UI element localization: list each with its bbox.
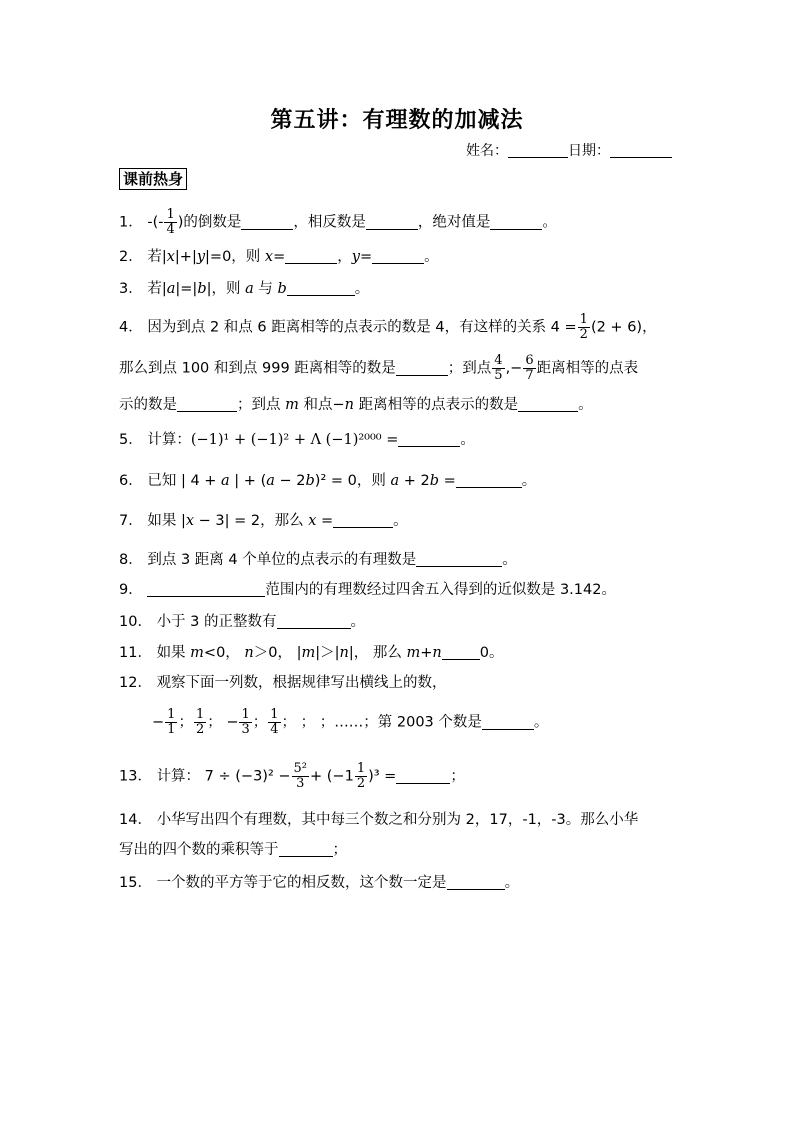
frac-num: 1: [195, 707, 205, 722]
q10-text: 小于 3 的正整数有: [156, 614, 277, 630]
frac-den: 3: [296, 776, 305, 791]
question-12-line-1: [119, 673, 447, 693]
page-title: 第五讲：有理数的加减法: [270, 108, 524, 133]
q11-text: <0，: [203, 645, 245, 661]
q7-text: − 3| = 2，那么: [194, 513, 309, 529]
var-y: y: [351, 249, 360, 265]
q12-text: ； −: [207, 714, 239, 731]
q4-text: 因为到点 2 和点 6 距离相等的点表示的数是 4，有这样的关系 4 =: [147, 319, 577, 336]
q4-fraction: [578, 313, 590, 342]
frac-den: 7: [525, 368, 534, 383]
q9-text: 范围内的有理数经过四舍五入得到的近似数是 3.142。: [265, 582, 616, 598]
frac-num: 1: [167, 707, 176, 722]
q1-text-a: -(-: [147, 214, 164, 231]
var-m: m: [301, 645, 316, 661]
q13-text: 计算： 7 ÷ (−3)² −: [156, 768, 291, 785]
question-3: [119, 279, 369, 299]
var-b: b: [197, 281, 207, 297]
question-number: 6．: [119, 473, 143, 489]
question-number: 15．: [119, 875, 152, 891]
question-13: [119, 762, 465, 791]
question-11: [119, 643, 503, 663]
q3-text-a: 若|: [147, 281, 167, 297]
q2-text-e: ，: [337, 249, 352, 265]
q13-fraction: [355, 762, 367, 791]
seq-fraction: [268, 708, 280, 737]
question-4-line-1: [119, 313, 657, 342]
q7-text: 如果 |: [147, 513, 186, 529]
question-number: 9．: [119, 582, 143, 598]
var-y: y: [196, 249, 206, 265]
q6-text: | + (: [229, 473, 267, 489]
answer-blank[interactable]: [333, 513, 393, 528]
q4-text: 示的数是: [119, 397, 177, 413]
q12-text: 观察下面一列数，根据规律写出横线上的数，: [156, 675, 447, 691]
q14-text: 小华写出四个有理数，其中每三个数之和分别为 2，17，-1，-3。那么小华: [156, 812, 639, 828]
answer-blank[interactable]: [396, 769, 450, 784]
frac-num: 6: [525, 353, 534, 368]
question-number: 3．: [119, 281, 143, 297]
q1-frac-num: 1: [166, 207, 175, 222]
q1-fraction: [164, 208, 176, 237]
q4-fraction: [492, 354, 504, 383]
question-4-line-3: [119, 395, 593, 415]
q4-fraction: [523, 354, 535, 383]
section-label: 课前热身: [119, 168, 187, 190]
q4-text: ,−: [505, 360, 523, 377]
question-number: 14．: [119, 812, 152, 828]
q4-text: 那么到点 100 和到点 999 距离相等的数是: [119, 360, 396, 377]
answer-blank[interactable]: [177, 397, 237, 412]
answer-blank[interactable]: [416, 552, 502, 567]
question-10: [119, 612, 365, 632]
var-m: m: [285, 397, 299, 413]
q11-text: 0。: [479, 645, 504, 661]
question-1: [119, 208, 557, 237]
answer-blank[interactable]: [490, 215, 542, 230]
question-number: 11．: [119, 645, 152, 661]
frac-num: 1: [241, 707, 250, 722]
answer-blank[interactable]: [147, 582, 265, 597]
question-number: 12．: [119, 675, 152, 691]
q11-text: ＞0， |: [253, 645, 302, 661]
question-15: [119, 873, 519, 893]
question-number: 4．: [119, 319, 143, 336]
var-b: b: [305, 473, 315, 489]
q2-text-c: |=0，则: [205, 249, 265, 265]
question-number: 1．: [119, 214, 143, 231]
q6-text: 已知 | 4 +: [147, 473, 222, 489]
answer-blank[interactable]: [277, 614, 351, 629]
seq-fraction: [239, 708, 251, 737]
q4-text: 距离相等的点表: [536, 360, 639, 377]
q4-text: ；到点: [447, 360, 492, 377]
var-m: m: [190, 645, 204, 661]
var-a: a: [245, 281, 254, 297]
var-m: m: [406, 645, 421, 661]
var-n: n: [432, 645, 442, 661]
question-12-sequence: [152, 708, 548, 737]
question-number: 2．: [119, 249, 143, 265]
date-blank[interactable]: [610, 143, 672, 158]
q4-text: ；到点: [237, 397, 286, 413]
name-label: 姓名：: [466, 143, 508, 159]
question-2: [119, 247, 439, 267]
q11-text: +: [420, 645, 433, 661]
q4-text: (2 + 6)，: [590, 319, 657, 336]
question-6: [119, 471, 536, 491]
q6-text: − 2: [274, 473, 306, 489]
q2-text-d: =: [273, 249, 286, 265]
var-x: x: [308, 513, 317, 529]
frac-den: 5: [494, 368, 503, 383]
frac-num: 5²: [293, 761, 308, 776]
answer-blank[interactable]: [482, 715, 534, 730]
q2-text-a: 若|: [147, 249, 167, 265]
frac-den: 1: [167, 722, 176, 737]
q12-text: −: [152, 714, 165, 731]
question-number: 5．: [119, 432, 143, 448]
q3-text-d: 与: [253, 281, 278, 297]
q4-text: 距离相等的点表示的数是: [353, 397, 519, 413]
var-a: a: [221, 473, 230, 489]
var-n: n: [344, 397, 354, 413]
q4-text: 。: [578, 397, 593, 413]
q13-fraction: [292, 762, 309, 791]
q2-text-f: =: [359, 249, 373, 265]
answer-blank[interactable]: [398, 432, 460, 447]
q5-text: 。: [460, 432, 475, 448]
q2-text-g: 。: [424, 249, 439, 265]
answer-blank[interactable]: [456, 473, 522, 488]
answer-blank[interactable]: [518, 397, 578, 412]
frac-num: 1: [270, 707, 279, 722]
seq-fraction: [165, 708, 177, 737]
frac-den: 2: [579, 327, 588, 342]
question-5: [119, 430, 475, 450]
frac-den: 2: [356, 776, 366, 791]
question-8: [119, 550, 517, 570]
frac-num: 1: [579, 312, 588, 327]
q11-text: |， 那么: [348, 645, 407, 661]
q6-text: 。: [521, 473, 537, 489]
question-number: 8．: [119, 552, 143, 568]
question-number: 13．: [119, 768, 152, 785]
q6-text: )² = 0，则: [314, 473, 391, 489]
answer-blank[interactable]: [447, 875, 505, 890]
question-9: [119, 580, 616, 600]
frac-num: 1: [356, 761, 366, 776]
var-x: x: [264, 249, 274, 265]
q5-text: 计算：: [147, 432, 191, 448]
var-a: a: [390, 473, 400, 489]
q11-text: 如果: [156, 645, 191, 661]
name-blank[interactable]: [508, 143, 568, 158]
frac-den: 2: [195, 722, 205, 737]
seq-fraction: [194, 708, 206, 737]
answer-blank[interactable]: [285, 249, 337, 264]
q2-text-b: |+|: [174, 249, 197, 265]
name-date-bar: [466, 140, 672, 160]
q1-text-d: ，绝对值是: [417, 214, 491, 231]
q12-text: ；: [178, 714, 193, 731]
question-number: 10．: [119, 614, 152, 630]
date-label: 日期：: [568, 143, 610, 159]
q8-text: 到点 3 距离 4 个单位的点表示的有理数是: [147, 552, 417, 568]
q13-text: ；: [450, 768, 465, 785]
q1-text-e: 。: [542, 214, 557, 231]
question-4-line-2: [119, 354, 638, 383]
q3-text-b: |=|: [175, 281, 198, 297]
var-b: b: [429, 473, 439, 489]
q4-text: 和点−: [298, 397, 345, 413]
q11-text: |＞|: [315, 645, 340, 661]
q5-expression: (−1)¹ + (−1)² + Λ (−1)²⁰⁰⁰ =: [190, 432, 399, 448]
q12-text: ；: [252, 714, 268, 731]
var-a: a: [166, 281, 176, 297]
question-14-line-1: [119, 810, 638, 830]
answer-blank[interactable]: [366, 215, 418, 230]
answer-blank[interactable]: [241, 215, 293, 230]
q7-text: =: [316, 513, 334, 529]
q1-frac-den: 4: [166, 222, 175, 237]
frac-den: 4: [270, 722, 279, 737]
answer-blank[interactable]: [279, 842, 333, 857]
frac-num: 4: [494, 353, 503, 368]
q12-text: 。: [533, 714, 549, 731]
q14-text: 写出的四个数的乘积等于: [119, 842, 279, 858]
q13-text: + (−1: [310, 768, 354, 785]
q14-text: ；: [332, 842, 347, 858]
q3-text-c: |，则: [206, 281, 246, 297]
var-b: b: [277, 281, 287, 297]
var-a: a: [266, 473, 275, 489]
question-14-line-2: [119, 840, 347, 860]
var-x: x: [166, 249, 175, 265]
q7-text: 。: [393, 513, 408, 529]
frac-den: 3: [241, 722, 250, 737]
q10-text: 。: [350, 614, 366, 630]
q12-text: ； ； ；……；第 2003 个数是: [281, 714, 482, 731]
answer-blank[interactable]: [442, 645, 480, 660]
q3-text-e: 。: [354, 281, 370, 297]
var-x: x: [185, 513, 195, 529]
q6-text: =: [439, 473, 456, 489]
q8-text: 。: [502, 552, 517, 568]
q13-text: )³ =: [368, 768, 397, 785]
q15-text: 。: [504, 875, 520, 891]
answer-blank[interactable]: [287, 281, 355, 296]
q15-text: 一个数的平方等于它的相反数，这个数一定是: [156, 875, 447, 891]
var-n: n: [244, 645, 254, 661]
question-7: [119, 511, 408, 531]
answer-blank[interactable]: [396, 361, 448, 376]
q1-text-b: )的倒数是: [177, 214, 242, 231]
var-n: n: [339, 645, 349, 661]
q6-text: + 2: [399, 473, 430, 489]
q1-text-c: ，相反数是: [293, 214, 366, 231]
answer-blank[interactable]: [372, 249, 424, 264]
question-number: 7．: [119, 513, 143, 529]
